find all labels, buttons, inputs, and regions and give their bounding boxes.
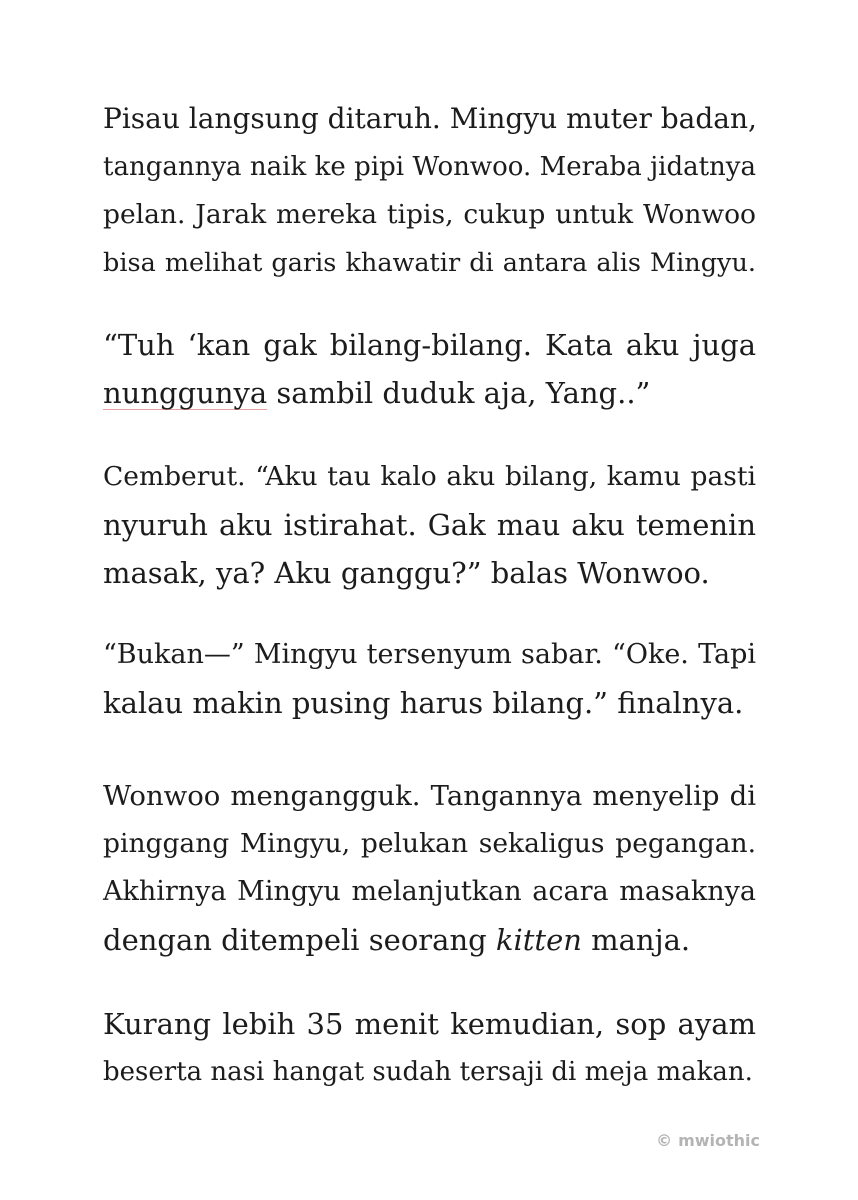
text-line: Pisau langsung ditaruh. Mingyu muter badan, [103, 102, 757, 135]
text-segment: sambil duduk aja, Yang..” [267, 376, 651, 410]
text-line: “Bukan—” Mingyu tersenyum sabar. “Oke. Tapi [103, 639, 756, 670]
italic-word: kitten [495, 923, 582, 957]
text-line: bisa melihat garis khawatir di antara alis Mingyu. [103, 248, 756, 278]
text-line: Akhirnya Mingyu melanjutkan acara masaknya [103, 876, 756, 907]
text-segment: dengan ditempeli seorang [103, 923, 496, 957]
text-line: kalau makin pusing harus bilang.” finalnya. [103, 686, 744, 720]
text-segment: manja. [581, 923, 691, 957]
text-line: tangannya naik ke pipi Wonwoo. Meraba jidatnya [103, 152, 756, 182]
text-line: pinggang Mingyu, pelukan sekaligus pegangan. [103, 828, 756, 859]
paragraph-2 [103, 321, 756, 417]
text-line: masak, ya? Aku ganggu?” balas Wonwoo. [103, 556, 710, 590]
paragraph-3 [103, 453, 756, 597]
text-line: beserta nasi hangat sudah tersaji di meja makan. [103, 1057, 753, 1087]
spellcheck-underlined-word: nunggunya [103, 376, 268, 410]
text-line: Kurang lebih 35 menit kemudian, sop ayam [103, 1007, 756, 1041]
text-line: nyuruh aku istirahat. Gak mau aku temenin [103, 508, 756, 542]
paragraph-1 [103, 95, 756, 287]
paragraph-5 [103, 772, 756, 964]
paragraph-6 [103, 1000, 756, 1096]
copyright-icon: © [656, 1131, 673, 1150]
text-line: pelan. Jarak mereka tipis, cukup untuk Wonwoo [103, 199, 756, 230]
text-line: Wonwoo mengangguk. Tangannya menyelip di [103, 780, 756, 812]
watermark-handle: mwiothic [678, 1131, 760, 1150]
text-line [103, 916, 756, 964]
watermark [656, 1131, 760, 1150]
text-line: “Tuh ‘kan gak bilang-bilang. Kata aku juga [103, 328, 756, 362]
text-line [103, 369, 756, 417]
paragraph-4 [103, 631, 756, 727]
text-line: Cemberut. “Aku tau kalo aku bilang, kamu pasti [103, 461, 756, 492]
